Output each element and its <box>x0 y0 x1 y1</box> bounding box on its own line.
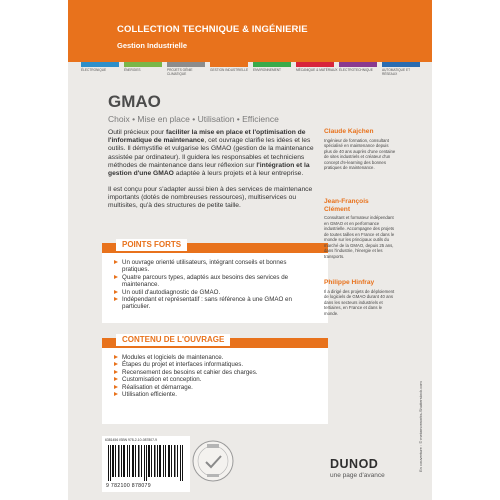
bullet-arrow-icon <box>114 355 118 359</box>
book-title: GMAO <box>108 92 161 111</box>
section-title: POINTS FORTS <box>116 239 187 251</box>
book-subtitle: Choix • Mise en place • Utilisation • Efficience <box>108 114 279 124</box>
bullet-arrow-icon <box>114 290 118 294</box>
intro-text: Outil précieux pour <box>108 129 166 136</box>
category-label: AUTOMATIQUE ET RÉSEAUX <box>382 68 410 76</box>
list-item <box>114 376 314 383</box>
bullet-arrow-icon <box>114 362 118 366</box>
bullet-arrow-icon <box>114 370 118 374</box>
list-item-text: Customisation et conception. <box>122 376 202 384</box>
list-item <box>114 369 314 376</box>
category-strip-gestion-industrielle <box>210 62 248 67</box>
author-bio: Consultant et formateur indépendant en GMAO et en performance industrielle. Accompagne des projets de toutes tailles en France et dans le monde sur les principaux outils du marché de la GMAO, depuis 25 ans, dans l'industrie, l'énergie et les transports. <box>324 215 395 259</box>
category-strip-energies <box>124 62 162 67</box>
contenu-list <box>114 354 314 398</box>
category-strip-genie-climatique <box>167 62 205 67</box>
category-strip-automatique <box>382 62 420 67</box>
publisher-tagline: une page d'avance <box>330 472 385 479</box>
intro-text: adaptée à leurs projets et à leur entreprise. <box>173 170 304 178</box>
list-item <box>114 354 314 361</box>
intro-paragraph-2: Il est conçu pour s'adapter aussi bien à des services de maintenance importants (dotés de nombreuses ressources), multiservices ou multisites, qu'à des structures de petite taille. <box>108 186 313 210</box>
author-name: Claude Kajchen <box>324 128 374 135</box>
contenu-box <box>102 335 328 424</box>
bullet-arrow-icon <box>114 275 118 279</box>
series-subtitle: Gestion Industrielle <box>117 41 188 50</box>
bullet-arrow-icon <box>114 297 118 301</box>
series-banner <box>68 0 432 62</box>
category-strip-environnement <box>253 62 291 67</box>
category-strip-mecanique <box>296 62 334 67</box>
author-name: Jean-François Clément <box>324 198 369 213</box>
category-label: ÉLECTROTECHNIQUE <box>339 68 373 72</box>
list-item-text: Modules et logiciels de maintenance. <box>122 354 224 361</box>
points-forts-box <box>102 240 328 323</box>
author-block <box>324 279 396 316</box>
category-label: GESTION INDUSTRIELLE <box>210 68 249 72</box>
publisher-logo: DUNOD <box>330 457 379 471</box>
series-title: COLLECTION TECHNIQUE & INGÉNIERIE <box>117 24 308 35</box>
list-item <box>114 274 314 289</box>
category-strip-electrotechnique <box>339 62 377 67</box>
list-item <box>114 361 314 368</box>
barcode-isbn-text: 6381456 ISBN 978-2-10-087807-9 <box>105 438 158 442</box>
list-item-text: Utilisation efficiente. <box>122 391 177 399</box>
category-label: ÉLECTRONIQUE <box>81 68 107 72</box>
category-label: ENVIRONNEMENT <box>253 68 281 72</box>
bullet-arrow-icon <box>114 392 118 396</box>
list-item-text: Un ouvrage orienté utilisateurs, intégrant conseils et bonnes pratiques. <box>122 259 287 274</box>
barcode <box>102 436 190 492</box>
barcode-number: 9 782100 878079 <box>106 483 151 489</box>
category-strip-electronique <box>81 62 119 67</box>
category-label: PROJETS GÉNIE CLIMATIQUE <box>167 68 193 76</box>
author-bio: Il a dirigé des projets de déploiement de logiciels de GMAO durant 40 ans dans les secteurs industriels et tertiaires, en France et dans le monde. <box>324 288 395 316</box>
author-block <box>324 128 396 171</box>
points-forts-list <box>114 259 314 311</box>
intro-emphasis: l'intégration et la gestion d'une GMAO <box>108 161 310 178</box>
list-item-text: Indépendant et représentatif : sans référence à une GMAO en particulier. <box>122 296 292 311</box>
bullet-arrow-icon <box>114 260 118 264</box>
list-item-text: Étapes du projet et interfaces informatiques. <box>122 361 244 369</box>
cover-credit: En couverture : © metamorworks-Shutterstock.com <box>418 381 423 472</box>
category-label: MÉCANIQUE & MATÉRIAUX <box>296 68 338 72</box>
bullet-arrow-icon <box>114 385 118 389</box>
section-title: CONTENU DE L'OUVRAGE <box>116 334 230 346</box>
intro-text: , cet ouvrage clarifie les idées et les outils. Il démystifie et vulgarise les GMAO (gestion de la maintenance assistée par ordinateur). Il guidera les responsables et techniciens méthodes de maintenance dans leur réflexion sur <box>108 137 314 169</box>
list-item <box>114 296 314 311</box>
intro-paragraph <box>108 129 326 178</box>
list-item <box>114 384 314 391</box>
quality-seal-icon <box>190 438 236 484</box>
author-block <box>324 198 396 259</box>
list-item <box>114 259 314 274</box>
category-label: ÉNERGIES <box>124 68 141 72</box>
list-item <box>114 289 314 296</box>
list-item-text: Quatre parcours types, adaptés aux besoins des services de maintenance. <box>122 273 289 289</box>
back-cover <box>68 0 432 500</box>
list-item-text: Un outil d'autodiagnostic de GMAO. <box>122 288 221 296</box>
barcode-bars-icon <box>108 445 184 481</box>
intro-emphasis: faciliter la mise en place et l'optimisation de l'informatique de maintenance <box>108 129 306 145</box>
bullet-arrow-icon <box>114 377 118 381</box>
list-item-text: Réalisation et démarrage. <box>122 383 193 391</box>
list-item <box>114 391 314 398</box>
list-item-text: Recensement des besoins et cahier des charges. <box>122 368 258 376</box>
author-name: Philippe Hinfray <box>324 279 375 286</box>
author-bio: Ingénieur de formation, consultant spécialisé en maintenance depuis plus de 40 ans auprès d'une centaine de sites industriels et créateur d'un concept d'e-learning des bonnes pratiques de maintenance. <box>324 137 396 170</box>
